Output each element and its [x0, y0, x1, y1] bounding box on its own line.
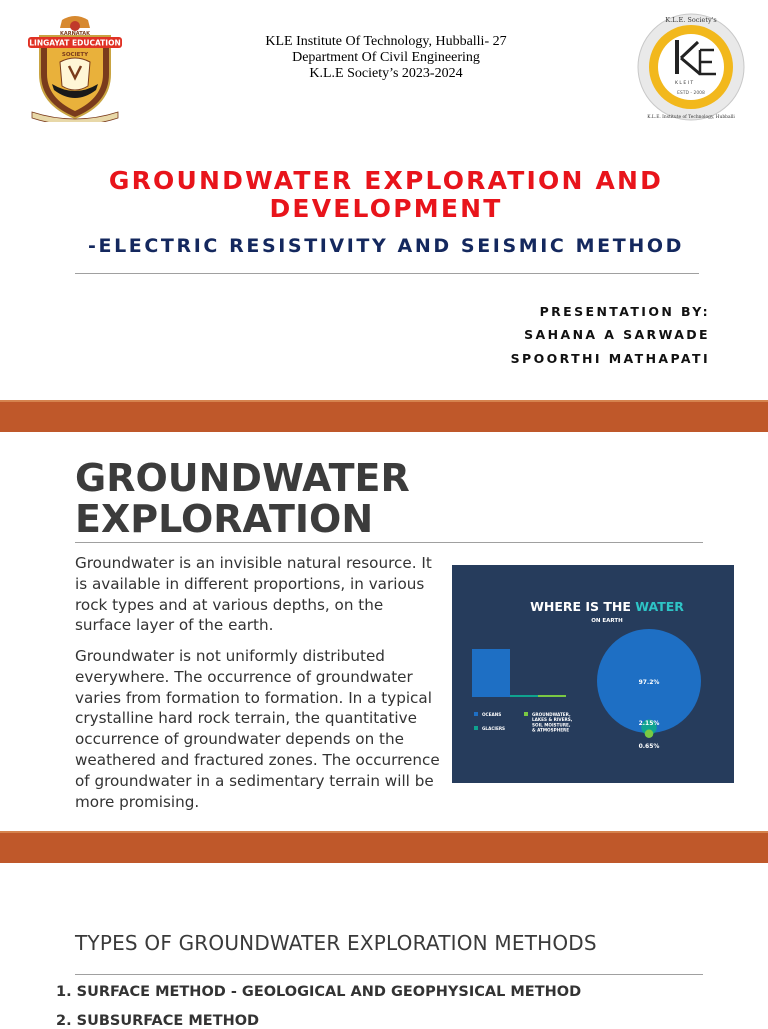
chart-title	[530, 599, 684, 614]
chart-title-plain: WHERE IS THE	[530, 599, 636, 614]
logo-society-text: SOCIETY	[61, 52, 89, 58]
chart-data-label: 2.15%	[638, 720, 660, 727]
institute-header	[200, 34, 572, 82]
legend-label: SOIL MOISTURE,	[532, 722, 571, 728]
lingayat-education-society-logo	[22, 14, 128, 122]
paragraph: Groundwater is an invisible natural resource. It is available in different proportions, in various rock types and at various depths, on the surface layer of the earth.	[75, 554, 432, 635]
academic-year: K.L.E Society’s 2023-2024	[309, 66, 463, 81]
legend-label: OCEANS	[482, 712, 502, 717]
chart-svg	[452, 565, 734, 783]
presenter-name: SAHANA A SARWADE	[524, 327, 710, 342]
chart-data-label: 0.65%	[638, 743, 660, 750]
chart-bar	[472, 649, 510, 697]
presentation-subtitle: -ELECTRIC RESISTIVITY AND SEISMIC METHOD	[88, 235, 684, 257]
title-divider	[75, 542, 703, 543]
department-name: Department Of Civil Engineering	[292, 50, 480, 65]
slide-title-line: EXPLORATION	[75, 497, 374, 541]
legend-label: GROUNDWATER,	[532, 712, 571, 717]
kle-institute-logo	[636, 12, 746, 122]
title-divider	[75, 273, 699, 274]
chart-bar	[538, 695, 566, 697]
slide-title	[75, 458, 410, 540]
logo-band-text: LINGAYAT EDUCATION	[29, 38, 121, 48]
chart-subtitle: ON EARTH	[591, 618, 623, 624]
legend-label: LAKES & RIVERS,	[532, 717, 573, 723]
legend-label: & ATMOSPHERE	[532, 727, 570, 733]
institute-name: KLE Institute Of Technology, Hubballi- 27	[265, 34, 507, 49]
title-slide	[0, 0, 768, 400]
logo-top-text: KARNATAK	[59, 31, 91, 37]
chart-title-highlight: WATER	[635, 599, 684, 614]
list-item: 2. SUBSURFACE METHOD	[56, 1013, 260, 1029]
logo-ring-bottom-text: K.L.E. Institute of Technology, Hubballi	[647, 115, 735, 120]
chart-data-label: 97.2%	[638, 679, 660, 686]
logo-letters: K L E I T	[675, 81, 694, 86]
slide-separator	[0, 833, 768, 863]
presentation-by-label: PRESENTATION BY:	[539, 304, 710, 319]
slide-title-line: GROUNDWATER	[75, 456, 410, 500]
chart-point	[645, 729, 654, 738]
slide-title: TYPES OF GROUNDWATER EXPLORATION METHODS	[75, 931, 597, 955]
legend-swatch	[474, 726, 478, 730]
presenter-name: SPOORTHI MATHAPATI	[510, 351, 710, 366]
presentation-title: GROUNDWATER EXPLORATION AND DEVELOPMENT	[108, 166, 664, 223]
paragraph: Groundwater is not uniformly distributed everywhere. The occurrence of groundwater varies from formation to formation. In a typical crystalline hard rock terrain, the quantitative occurrence of groundwater depends on the weathered and fractured zones. The occurrence of groundwater in a sedimentary terrain will be more promising.	[75, 647, 440, 811]
legend-swatch	[474, 712, 478, 716]
chart-bar	[510, 695, 538, 697]
logo-ring-top-text: K.L.E. Society's	[665, 16, 717, 24]
legend-swatch	[524, 712, 528, 716]
slide-separator	[0, 402, 768, 432]
water-distribution-chart	[452, 565, 734, 783]
logo-estd: ESTD - 2008	[677, 91, 705, 96]
title-divider	[75, 974, 703, 975]
list-item: 1. SURFACE METHOD - GEOLOGICAL AND GEOPHYSICAL METHOD	[56, 984, 582, 1000]
legend-label: GLACIERS	[482, 726, 506, 731]
